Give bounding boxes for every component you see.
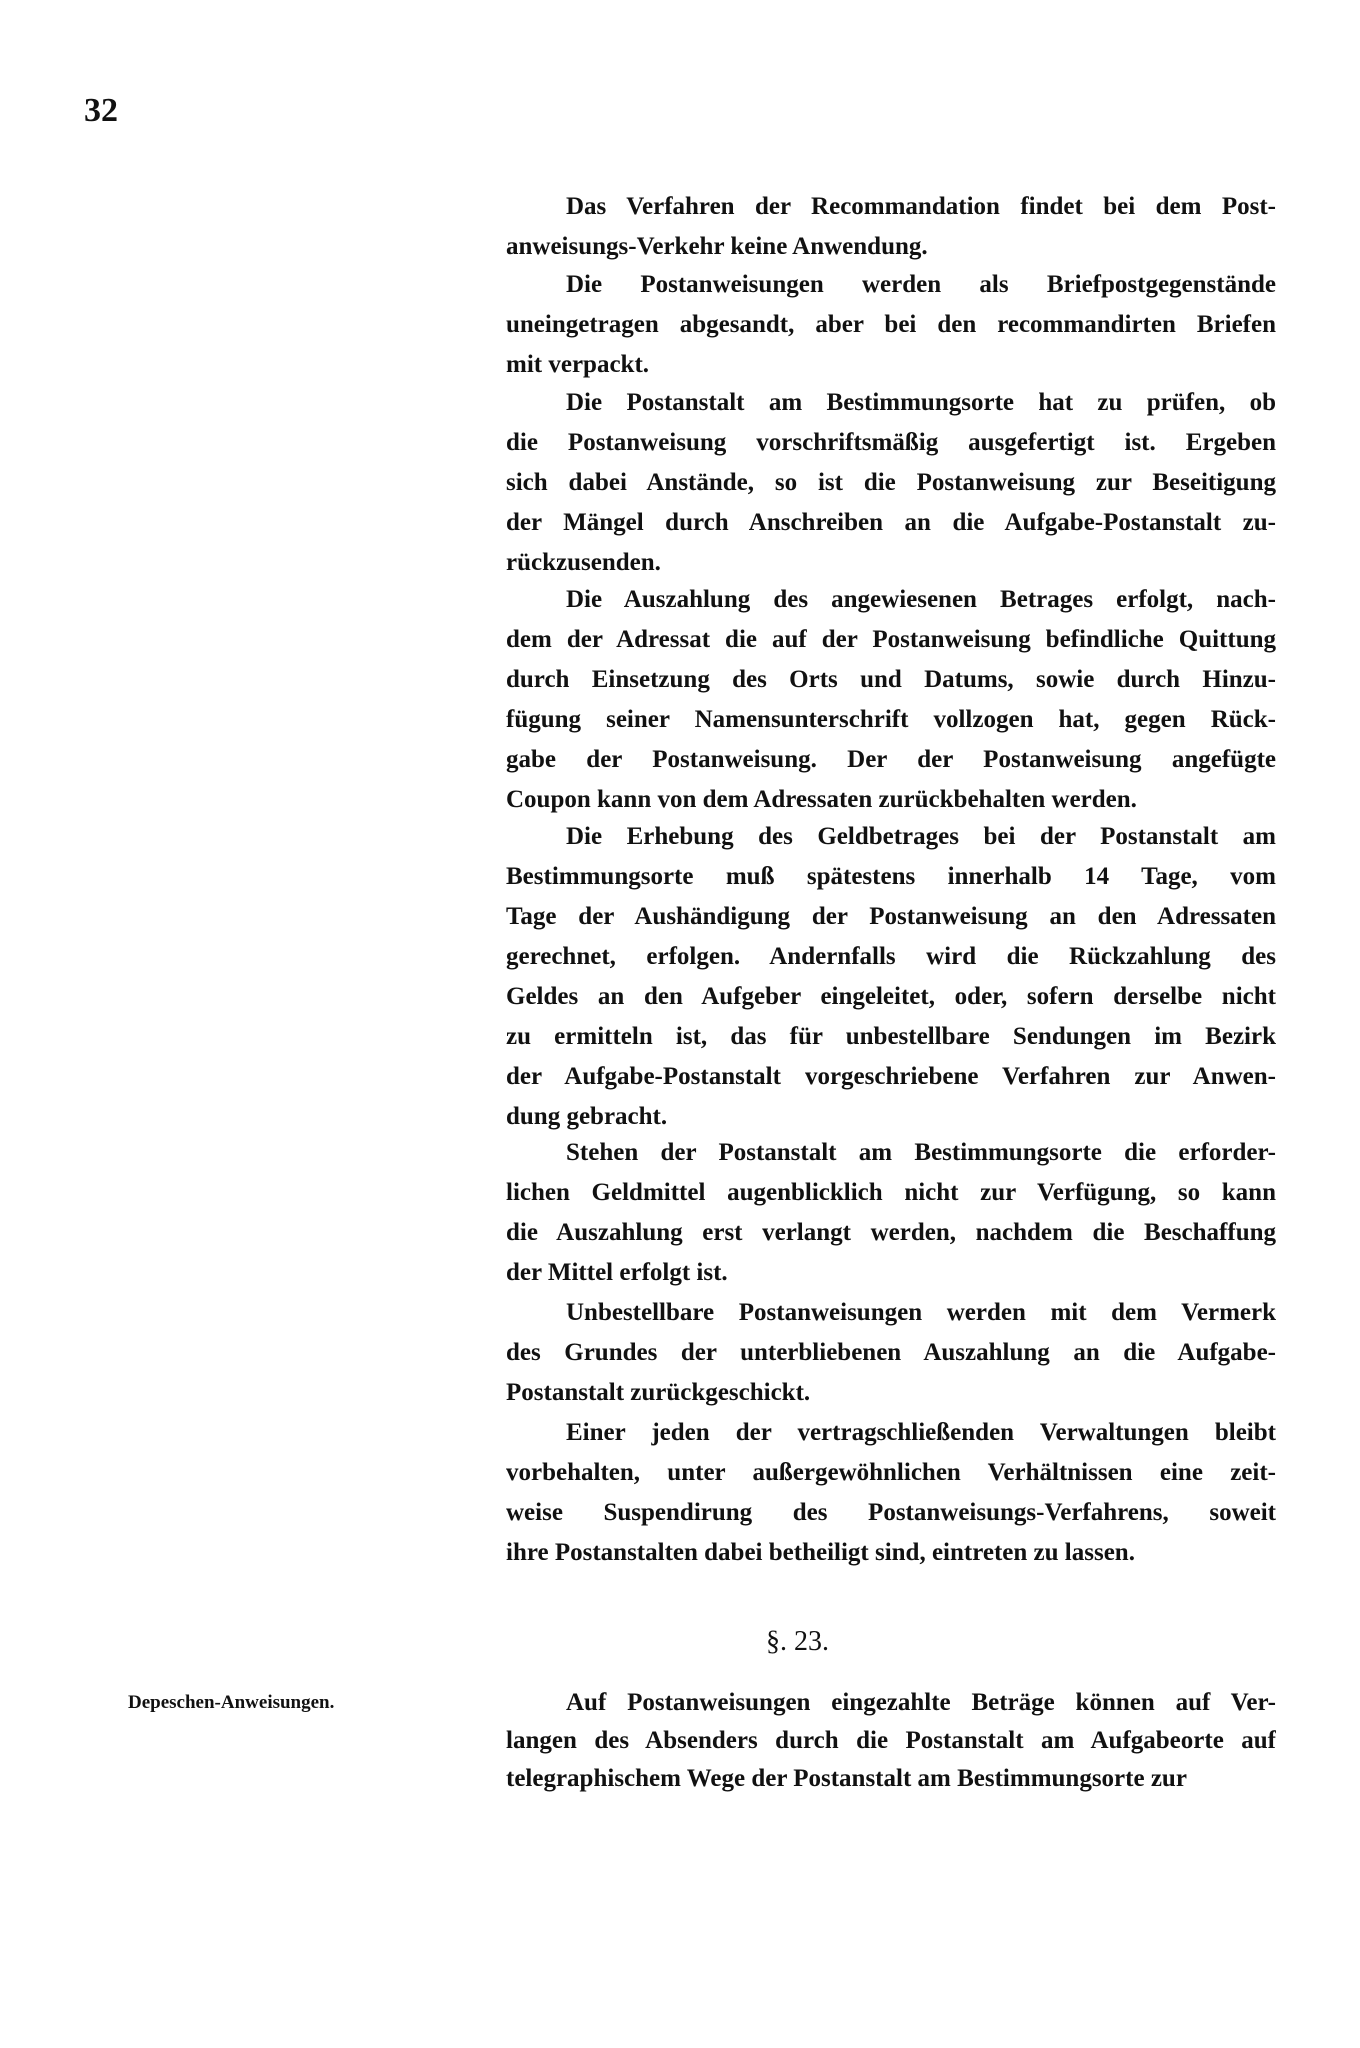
- text-line: der Aufgabe-Postanstalt vorgeschriebene Verfahren zur Anwen-: [506, 1063, 1276, 1090]
- text-line: langen des Absenders durch die Postanstalt am Aufgabeorte auf: [506, 1727, 1276, 1754]
- text-line: durch Einsetzung des Orts und Datums, sowie durch Hinzu-: [506, 666, 1276, 693]
- text-line: mit verpackt.: [506, 351, 650, 378]
- text-line: Bestimmungsorte muß spätestens innerhalb 14 Tage, vom: [506, 863, 1276, 890]
- text-line: Die Erhebung des Geldbetrages bei der Postanstalt am: [566, 823, 1276, 850]
- text-line: telegraphischem Wege der Postanstalt am Bestimmungsorte zur: [506, 1765, 1187, 1792]
- text-line: Postanstalt zurückgeschickt.: [506, 1379, 811, 1406]
- paragraph: [506, 187, 1276, 267]
- text-line: Das Verfahren der Recommandation findet bei dem Post-: [566, 193, 1276, 220]
- text-line: der Mängel durch Anschreiben an die Aufgabe-Postanstalt zu-: [506, 509, 1276, 536]
- text-line: uneingetragen abgesandt, aber bei den recommandirten Briefen: [506, 311, 1276, 338]
- text-line: die Auszahlung erst verlangt werden, nachdem die Beschaffung: [506, 1219, 1276, 1246]
- text-line: Tage der Aushändigung der Postanweisung an den Adressaten: [506, 903, 1276, 930]
- paragraph: [506, 265, 1276, 385]
- text-line: sich dabei Anstände, so ist die Postanweisung zur Beseitigung: [506, 469, 1276, 496]
- text-line: Coupon kann von dem Adressaten zurückbehalten werden.: [506, 786, 1137, 813]
- paragraph: [506, 1133, 1276, 1293]
- text-line: vorbehalten, unter außergewöhnlichen Verhältnissen eine zeit-: [506, 1459, 1276, 1486]
- text-line: Stehen der Postanstalt am Bestimmungsorte die erforder-: [566, 1139, 1276, 1166]
- text-line: gabe der Postanweisung. Der der Postanweisung angefügte: [506, 746, 1276, 773]
- text-line: Einer jeden der vertragschließenden Verwaltungen bleibt: [566, 1419, 1276, 1446]
- text-line: zu ermitteln ist, das für unbestellbare Sendungen im Bezirk: [506, 1023, 1276, 1050]
- page-number: 32: [84, 92, 118, 129]
- paragraph: [506, 580, 1276, 820]
- text-line: dung gebracht.: [506, 1103, 668, 1130]
- text-line: des Grundes der unterbliebenen Auszahlung an die Aufgabe-: [506, 1339, 1276, 1366]
- text-line: weise Suspendirung des Postanweisungs-Verfahrens, soweit: [506, 1499, 1276, 1526]
- text-line: Geldes an den Aufgeber eingeleitet, oder, sofern derselbe nicht: [506, 983, 1276, 1010]
- text-line: Die Postanweisungen werden als Briefpostgegenstände: [566, 271, 1276, 298]
- margin-note: Depeschen-Anweisungen.: [128, 1692, 335, 1713]
- paragraph: [506, 817, 1276, 1137]
- text-line: Die Postanstalt am Bestimmungsorte hat zu prüfen, ob: [566, 389, 1276, 416]
- text-line: der Mittel erfolgt ist.: [506, 1259, 728, 1286]
- text-line: anweisungs-Verkehr keine Anwendung.: [506, 233, 928, 260]
- text-line: die Postanweisung vorschriftsmäßig ausgefertigt ist. Ergeben: [506, 429, 1276, 456]
- paragraph: [506, 1684, 1276, 1798]
- text-line: Unbestellbare Postanweisungen werden mit dem Vermerk: [566, 1299, 1276, 1326]
- text-line: gerechnet, erfolgen. Andernfalls wird die Rückzahlung des: [506, 943, 1276, 970]
- text-line: ihre Postanstalten dabei betheiligt sind, eintreten zu lassen.: [506, 1539, 1135, 1566]
- text-line: rückzusenden.: [506, 549, 661, 576]
- paragraph: [506, 1413, 1276, 1573]
- paragraph: [506, 1293, 1276, 1413]
- text-line: fügung seiner Namensunterschrift vollzogen hat, gegen Rück-: [506, 706, 1276, 733]
- text-line: Auf Postanweisungen eingezahlte Beträge können auf Ver-: [566, 1689, 1276, 1716]
- paragraph: [506, 383, 1276, 583]
- text-line: dem der Adressat die auf der Postanweisung befindliche Quittung: [506, 626, 1276, 653]
- section-heading: §. 23.: [766, 1626, 829, 1657]
- text-line: lichen Geldmittel augenblicklich nicht zur Verfügung, so kann: [506, 1179, 1276, 1206]
- text-line: Die Auszahlung des angewiesenen Betrages erfolgt, nach-: [566, 586, 1276, 613]
